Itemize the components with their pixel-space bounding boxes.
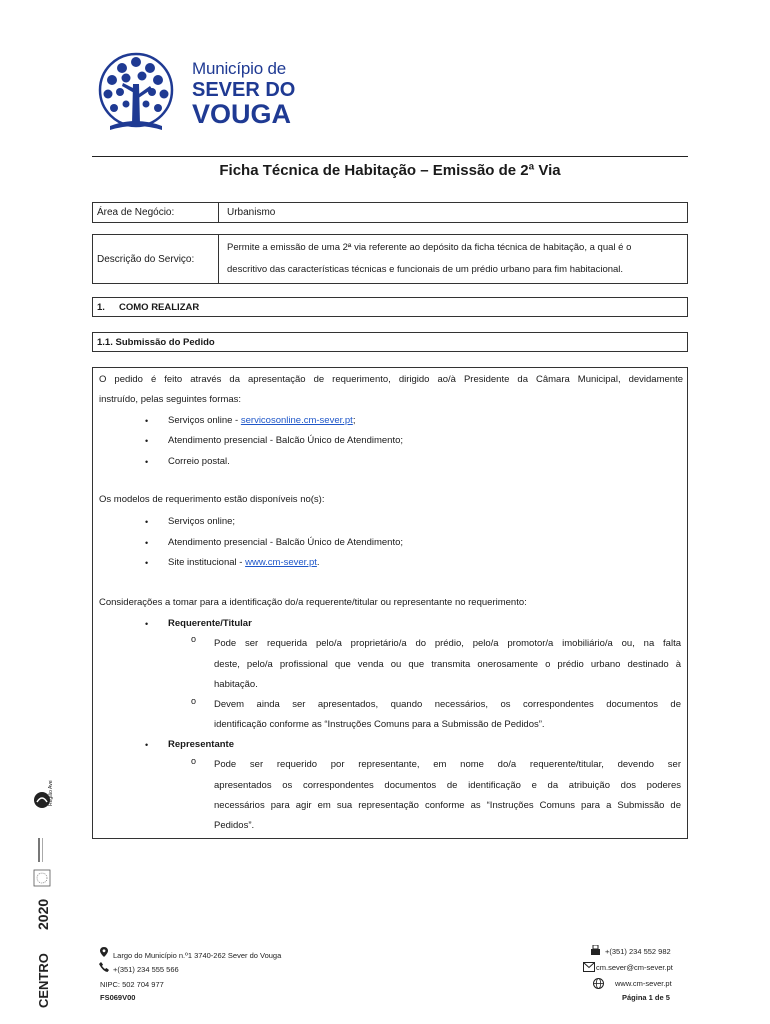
location-pin-icon bbox=[100, 947, 108, 957]
logo-line-3: VOUGA bbox=[192, 99, 292, 129]
footer-page-number: Página 1 de 5 bbox=[622, 993, 670, 1002]
requerente-heading: Requerente/Titular bbox=[168, 618, 252, 629]
footer-phone: +(351) 234 555 566 bbox=[113, 965, 179, 974]
tree-emblem-icon bbox=[92, 50, 180, 136]
email-icon bbox=[583, 962, 595, 972]
list-item: Serviços online - servicosonline.cm-sever.pt; bbox=[168, 415, 356, 426]
models-intro: Os modelos de requerimento estão disponíveis no(s): bbox=[99, 494, 325, 505]
service-description-row bbox=[92, 234, 688, 284]
cell-divider bbox=[218, 235, 219, 283]
bullet-icon: • bbox=[145, 619, 149, 629]
service-description-line-1: Permite a emissão de uma 2ª via referente ao depósito da ficha técnica de habitação, a qual é o bbox=[227, 242, 632, 253]
requerente-item-1-line-1: Pode ser requerida pelo/a proprietário/a do prédio, pelo/a promotor/a imobiliário/a ou, na falta bbox=[214, 638, 681, 649]
cell-divider bbox=[218, 203, 219, 222]
representante-item-1-line-1: Pode ser requerido por representante, em nome do/a requerente/titular, devendo ser bbox=[214, 759, 681, 770]
footer-nipc: NIPC: 502 704 977 bbox=[100, 980, 164, 989]
institutional-site-link[interactable]: www.cm-sever.pt bbox=[245, 557, 317, 568]
footer-email: cm.sever@cm-sever.pt bbox=[596, 963, 673, 972]
business-area-row bbox=[92, 202, 688, 223]
service-description-line-2: descritivo das características técnicas e funcionais de um prédio urbano para fim habitacional. bbox=[227, 264, 624, 275]
bullet-icon: • bbox=[145, 457, 149, 467]
list-item: Atendimento presencial - Balcão Único de Atendimento; bbox=[168, 435, 403, 446]
representante-item-1-line-3: necessários para agir em sua representação conforme as “Instruções Comuns para a Submissão de bbox=[214, 800, 681, 811]
representante-item-1-line-4: Pedidos”. bbox=[214, 820, 255, 831]
business-area-value: Urbanismo bbox=[227, 207, 276, 218]
submission-content-box bbox=[92, 367, 688, 839]
online-services-link[interactable]: servicosonline.cm-sever.pt bbox=[240, 415, 353, 426]
sub-bullet-icon: o bbox=[191, 756, 197, 766]
phone-icon bbox=[99, 962, 109, 972]
bullet-icon: • bbox=[145, 416, 149, 426]
centro-text: CENTRO bbox=[36, 953, 51, 1008]
footer-website: www.cm-sever.pt bbox=[615, 979, 672, 988]
sub-bullet-icon: o bbox=[191, 634, 197, 644]
footer-address: Largo do Município n.º1 3740-262 Sever do Vouga bbox=[113, 951, 282, 960]
portugal-2020-text: 2020 bbox=[35, 898, 51, 930]
footer-fax: +(351) 234 552 982 bbox=[605, 947, 671, 956]
section-1-header bbox=[92, 297, 688, 317]
funding-logos-icon bbox=[26, 780, 56, 1020]
title-divider bbox=[92, 156, 688, 157]
bullet-icon: • bbox=[145, 436, 149, 446]
requerente-item-2-line-2: identificação conforme as “Instruções Comuns para a Submissão de Pedidos”. bbox=[214, 719, 545, 730]
bullet-icon: • bbox=[145, 740, 149, 750]
fax-icon bbox=[590, 945, 601, 955]
section-1-1-title: 1.1. Submissão do Pedido bbox=[97, 337, 215, 348]
list-item: Correio postal. bbox=[168, 456, 230, 467]
regiao-aveiro-text: Região Aveiro bbox=[48, 780, 54, 806]
considerations-text: Considerações a tomar para a identificação do/a requerente/titular ou representante no requerimento: bbox=[99, 597, 527, 608]
bullet-icon: • bbox=[145, 558, 149, 568]
intro-line-2: instruído, pelas seguintes formas: bbox=[99, 394, 242, 405]
footer-form-code: FS069V00 bbox=[100, 993, 136, 1002]
bullet-icon: • bbox=[145, 517, 149, 527]
section-1-1-header bbox=[92, 332, 688, 352]
service-description-label: Descrição do Serviço: bbox=[97, 254, 195, 265]
logo-line-1: Município de bbox=[192, 59, 286, 78]
municipality-logo bbox=[92, 50, 312, 138]
business-area-label: Área de Negócio: bbox=[97, 207, 175, 218]
list-item: Serviços online; bbox=[168, 516, 236, 527]
section-1-number: 1. bbox=[97, 302, 105, 313]
requerente-item-1-line-2: deste, pelo/a profissional que venda ou que transmita onerosamente o prédio urbano destinado à bbox=[214, 659, 681, 670]
representante-heading: Representante bbox=[168, 739, 234, 750]
list-item: Atendimento presencial - Balcão Único de Atendimento; bbox=[168, 537, 403, 548]
bullet-icon: • bbox=[145, 538, 149, 548]
logo-line-2: SEVER DO bbox=[192, 79, 296, 101]
representante-item-1-line-2: apresentados os correspondentes documentos de identificação e da atribuição dos poderes bbox=[214, 780, 681, 791]
logo-wordmark bbox=[192, 60, 295, 128]
intro-line-1: O pedido é feito através da apresentação de requerimento, dirigido ao/à Presidente da Câmara Municipal, devidamente bbox=[99, 374, 683, 385]
funding-logos-strip bbox=[26, 780, 54, 1010]
requerente-item-2-line-1: Devem ainda ser apresentados, quando necessários, os correspondentes documentos de bbox=[214, 699, 681, 710]
document-title: Ficha Técnica de Habitação – Emissão de 2ª Via bbox=[219, 162, 561, 179]
section-1-title: COMO REALIZAR bbox=[119, 302, 200, 313]
sub-bullet-icon: o bbox=[191, 696, 197, 706]
globe-icon bbox=[593, 978, 604, 989]
list-item: Site institucional - www.cm-sever.pt. bbox=[168, 557, 320, 568]
requerente-item-1-line-3: habitação. bbox=[214, 679, 258, 690]
